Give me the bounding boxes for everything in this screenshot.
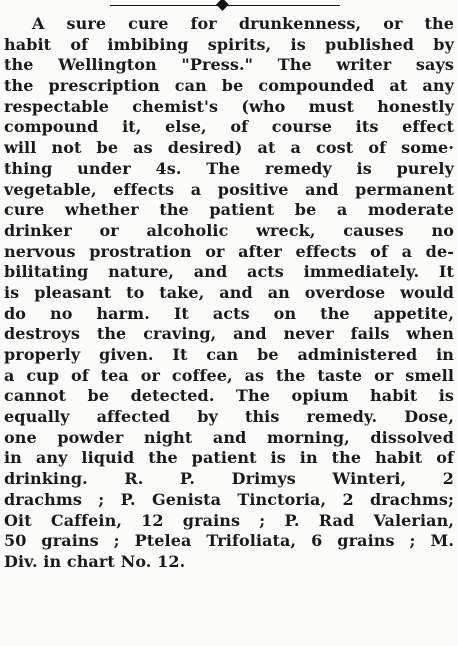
article-line: equally affected by this remedy. Dose,: [4, 407, 454, 427]
article-line: nervous prostration or after effects of a de-: [4, 241, 454, 261]
article-text: [4, 14, 454, 573]
article-line: is pleasant to take, and an overdose would: [4, 282, 454, 302]
article-line: the prescription can be compounded at any: [4, 76, 454, 96]
article-line: cure whether the patient be a moderate: [4, 200, 454, 220]
article-line: do no harm. It acts on the appetite,: [4, 303, 454, 323]
article-line: habit of imbibing spirits, is published by: [4, 34, 454, 54]
article-line: a cup of tea or coffee, as the taste or smell: [4, 365, 454, 385]
article-line: destroys the craving, and never fails when: [4, 324, 454, 344]
article-line: compound it, else, of course its effect: [4, 117, 454, 137]
article-line: bilitating nature, and acts immediately. It: [4, 262, 454, 282]
article-line: will not be as desired) at a cost of some·: [4, 138, 454, 158]
article-line: drinker or alcoholic wreck, causes no: [4, 220, 454, 240]
article-line: A sure cure for drunkenness, or the: [32, 14, 454, 33]
divider-ornament-icon: [216, 0, 229, 11]
article-line: Div. in chart No. 12.: [4, 551, 186, 571]
article-line: 50 grains ; Ptelea Trifoliata, 6 grains ; M.: [4, 531, 454, 551]
article-line: respectable chemist's (who must honestly: [4, 96, 454, 116]
article-line: drachms ; P. Genista Tinctoria, 2 drachms;: [4, 489, 454, 509]
article-line: the Wellington "Press." The writer says: [4, 55, 454, 75]
article-line: vegetable, effects a positive and permanent: [4, 179, 454, 199]
article-line: one powder night and morning, dissolved: [4, 427, 454, 447]
article-line: drinking. R. P. Drimys Winteri, 2: [4, 469, 454, 489]
article-line: properly given. It can be administered in: [4, 345, 454, 364]
article-line: thing under 4s. The remedy is purely: [4, 158, 454, 178]
article-line: cannot be detected. The opium habit is: [4, 386, 454, 406]
article-line: in any liquid the patient is in the habit of: [4, 448, 454, 468]
article-line: Oit Caffein, 12 grains ; P. Rad Valerian,: [4, 510, 454, 530]
